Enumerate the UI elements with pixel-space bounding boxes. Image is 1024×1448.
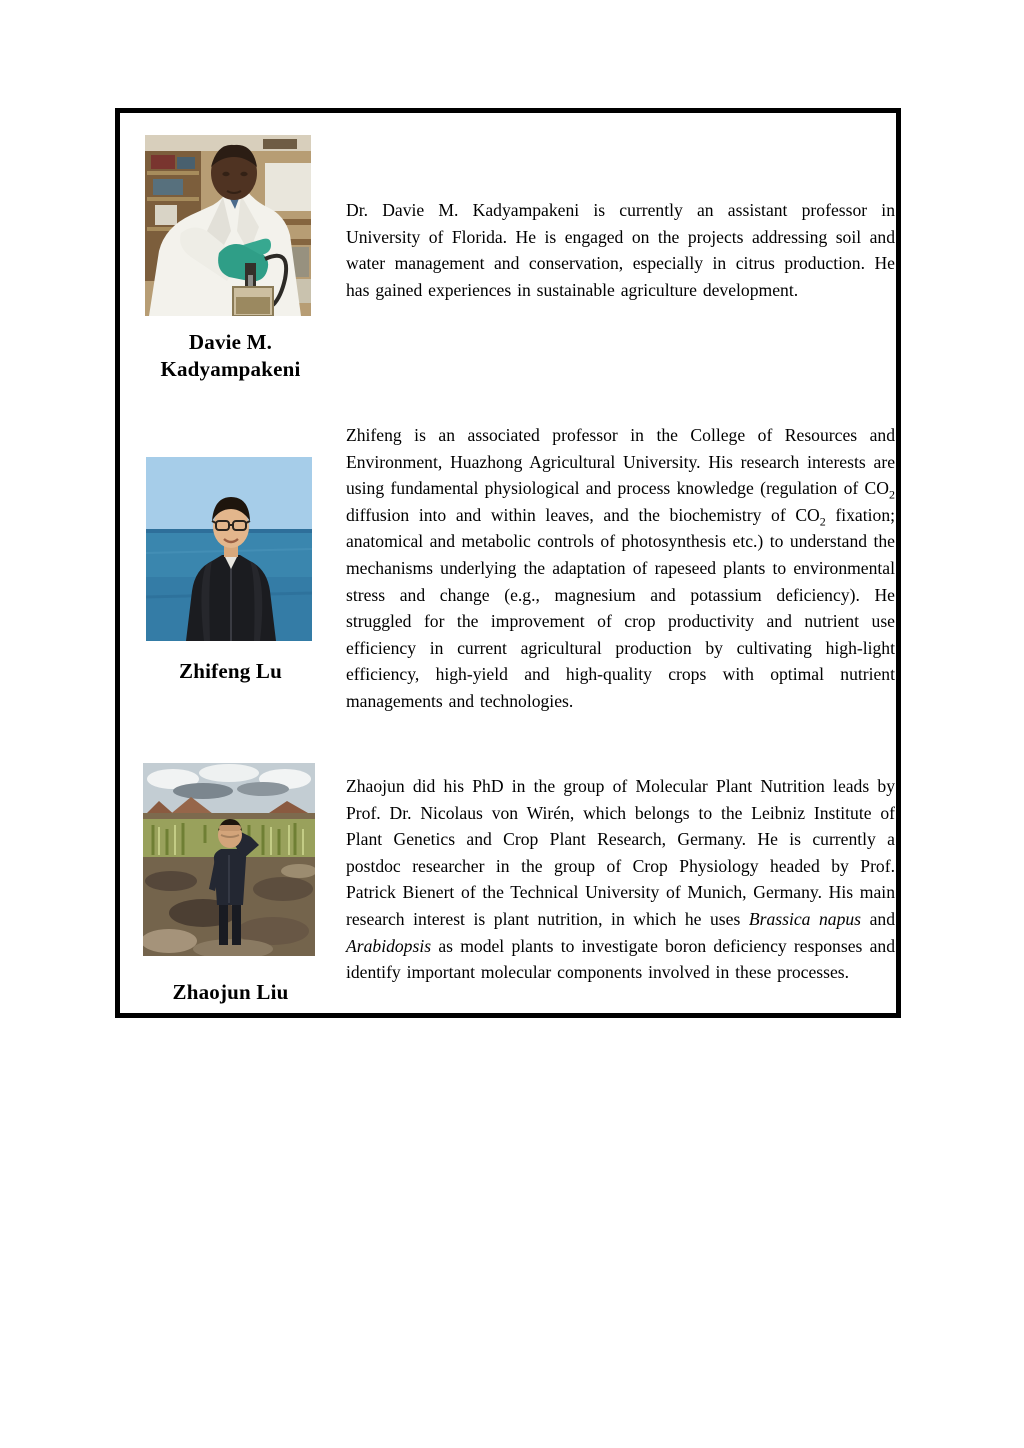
lab-scene-illustration	[145, 135, 311, 316]
profile-bio-zhaojun-liu: Zhaojun did his PhD in the group of Molecular Plant Nutrition leads by Prof. Dr. Nicolaus von Wirén, which belongs to the Leibniz Institute of Plant Genetics and Crop Plant Research, Germany. He is currently a postdoc researcher in the group of Crop Physiology headed by Prof. Patrick Bienert of the Technical University of Munich, Germany. His main research interest is plant nutrition, in which he uses Brassica napus and Arabidopsis as model plants to investigate boron deficiency responses and identify important molecular components involved in these processes.	[346, 776, 895, 983]
arid-field-scene-illustration	[143, 763, 315, 956]
profile-bio-zhifeng-lu: Zhifeng is an associated professor in the College of Resources and Environment, Huazhong Agricultural University. His research interests are using fundamental physiological and process knowledge (regulation of $CO_2$ diffusion into and within leaves, and the biochemistry of $CO_2$ fixation; anatomical and metabolic controls of photosynthesis etc.) to understand the mechanisms underlying the adaptation of rapeseed plants to environmental stress and change (e.g., magnesium and potassium deficiency). He struggled for the improvement of crop productivity and nutrient use efficiency in current agricultural production by cultivating high-light efficiency, high-yield and high-quality crops with optimal nutrient managements and technologies.	[346, 425, 895, 711]
profiles-border-frame	[115, 108, 901, 1018]
seaside-scene-illustration	[146, 457, 312, 641]
profile-bio-davie-kadyampakeni: Dr. Davie M. Kadyampakeni is currently an assistant professor in University of Florida. He is engaged on the projects addressing soil and water management and conservation, especially in citrus production. He has gained experiences in sustainable agriculture development.	[346, 200, 895, 300]
profile-name-zhifeng-lu: Zhifeng Lu	[179, 659, 282, 683]
profile-name-davie-kadyampakeni: Davie M. Kadyampakeni	[160, 330, 301, 381]
profile-photo-davie-kadyampakeni	[145, 135, 311, 316]
profile-name-zhaojun-liu: Zhaojun Liu	[172, 980, 289, 1004]
profile-photo-zhifeng-lu	[146, 457, 312, 641]
profile-photo-zhaojun-liu	[143, 763, 315, 956]
